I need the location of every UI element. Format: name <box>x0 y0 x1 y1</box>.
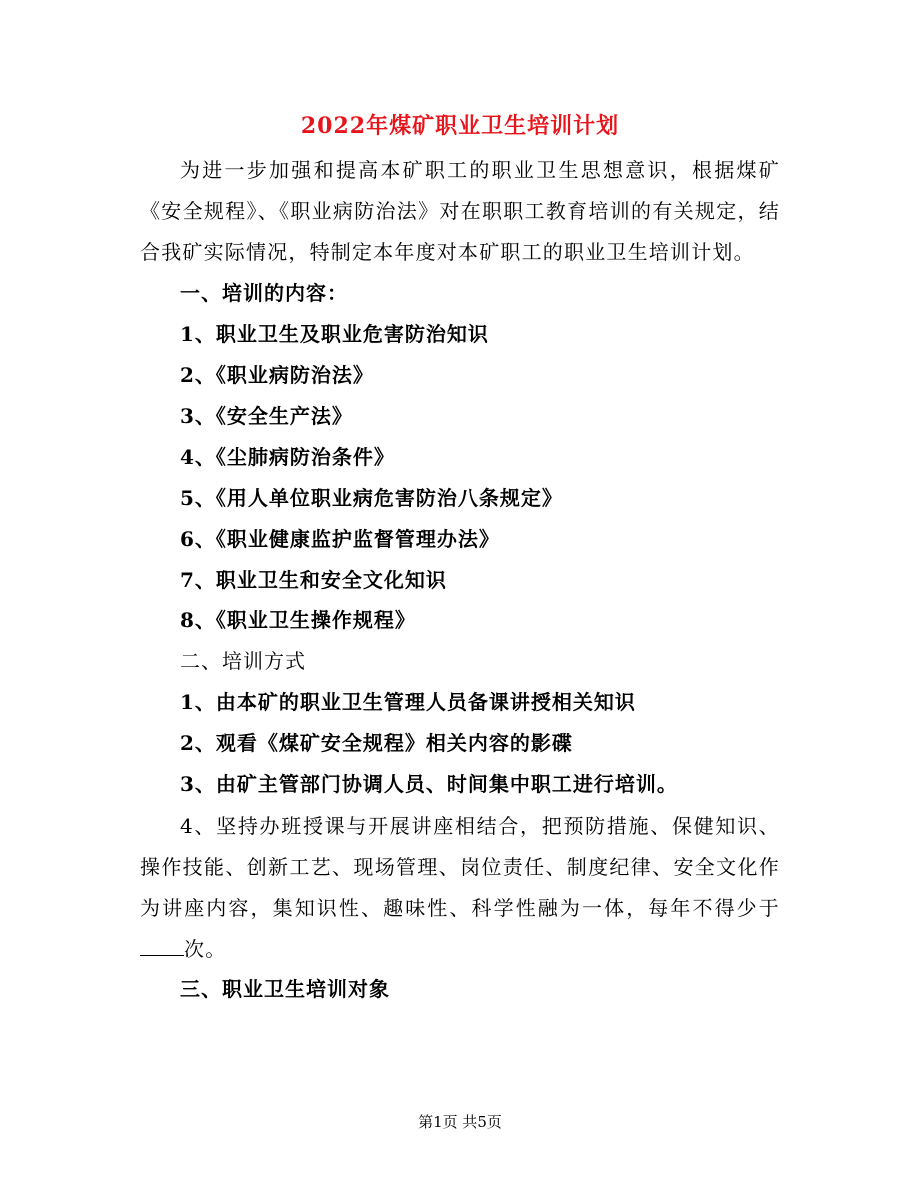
section2-item: 2、观看《煤矿安全规程》相关内容的影碟 <box>180 731 573 755</box>
section1-heading: 一、培训的内容： <box>180 281 348 305</box>
intro-paragraph: 为进一步加强和提高本矿职工的职业卫生思想意识，根据煤矿《安全规程》、《职业病防治法》对在职职工教育培训的有关规定，结合我矿实际情况，特制定本年度对本矿职工的职业卫生培训计划。 <box>140 158 780 264</box>
section2-item4-paragraph <box>140 806 780 970</box>
section2-item: 1、由本矿的职业卫生管理人员备课讲授相关知识 <box>180 690 636 714</box>
section2-heading: 二、培训方式 <box>180 649 306 673</box>
section2-item: 3、由矿主管部门协调人员、时间集中职工进行培训。 <box>180 772 678 796</box>
section1-item: 8、《职业卫生操作规程》 <box>180 608 416 632</box>
section2-item4-tail: 次。 <box>184 937 227 961</box>
page-footer: 第1页 共5页 <box>418 1113 502 1131</box>
intro-paragraph-block <box>140 150 780 273</box>
section1-item: 7、职业卫生和安全文化知识 <box>180 568 447 592</box>
document-title: 2022年煤矿职业卫生培训计划 <box>300 113 620 139</box>
section1-item: 5、《用人单位职业病危害防治八条规定》 <box>180 486 563 510</box>
section2-item4-block <box>140 806 780 970</box>
section1-item: 4、《尘肺病防治条件》 <box>180 445 395 469</box>
fill-in-blank <box>140 935 184 956</box>
section2-item4-text: 4、坚持办班授课与开展讲座相结合，把预防措施、保健知识、操作技能、创新工艺、现场管理、岗位责任、制度纪律、安全文化作为讲座内容，集知识性、趣味性、科学性融为一体，每年不得少于 <box>140 814 780 920</box>
section1-item: 1、职业卫生及职业危害防治知识 <box>180 322 489 346</box>
section1-item: 3、《安全生产法》 <box>180 404 353 428</box>
section3-heading: 三、职业卫生培训对象 <box>180 977 390 1001</box>
section1-item: 2、《职业病防治法》 <box>180 363 374 387</box>
section1-item: 6、《职业健康监护监督管理办法》 <box>180 527 500 551</box>
